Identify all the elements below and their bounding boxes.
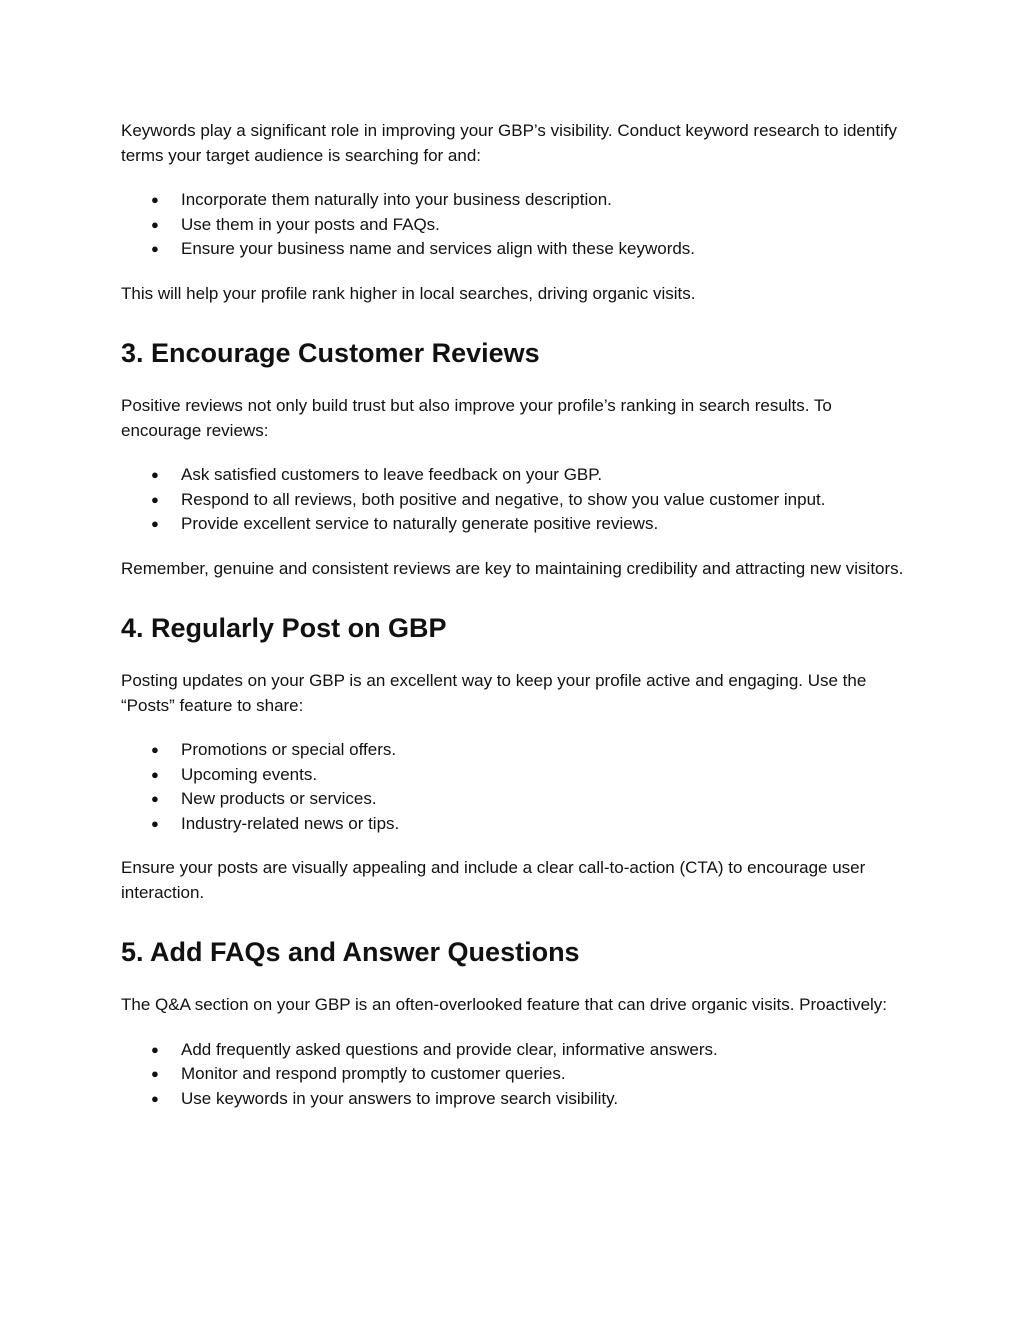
list-item: ● Incorporate them naturally into your business description. (121, 188, 911, 213)
intro-paragraph: Keywords play a significant role in improving your GBP’s visibility. Conduct keyword research to identify terms your target audience is searching for and: (121, 121, 898, 165)
list-item: ● New products or services. (121, 787, 911, 812)
section-heading-posts: 4. Regularly Post on GBP (121, 613, 447, 643)
list-item: ● Industry-related news or tips. (121, 812, 911, 837)
document-content (121, 119, 911, 1111)
list-item: ● Monitor and respond promptly to customer queries. (121, 1062, 911, 1087)
posts-bullet-list (121, 738, 911, 836)
list-item: ● Respond to all reviews, both positive and negative, to show you value customer input. (121, 488, 911, 513)
faqs-bullet-list (121, 1038, 911, 1112)
list-item: ● Upcoming events. (121, 763, 911, 788)
list-item: ● Use them in your posts and FAQs. (121, 213, 911, 238)
list-item: ● Promotions or special offers. (121, 738, 911, 763)
reviews-closing-paragraph: Remember, genuine and consistent reviews are key to maintaining credibility and attracting new visitors. (121, 558, 904, 578)
reviews-paragraph: Positive reviews not only build trust but also improve your profile’s ranking in search results. To encourage reviews: (121, 396, 832, 440)
intro-closing-paragraph: This will help your profile rank higher in local searches, driving organic visits. (121, 283, 696, 303)
list-item: ● Ask satisfied customers to leave feedback on your GBP. (121, 463, 911, 488)
list-item: ● Add frequently asked questions and provide clear, informative answers. (121, 1038, 911, 1063)
posts-paragraph: Posting updates on your GBP is an excellent way to keep your profile active and engaging. Use the “Posts” feature to share: (121, 671, 867, 715)
section-heading-faqs: 5. Add FAQs and Answer Questions (121, 937, 580, 967)
reviews-bullet-list (121, 463, 911, 537)
posts-closing-paragraph: Ensure your posts are visually appealing and include a clear call-to-action (CTA) to encourage user interaction. (121, 858, 866, 902)
list-item: ● Use keywords in your answers to improve search visibility. (121, 1087, 911, 1112)
list-item: ● Provide excellent service to naturally generate positive reviews. (121, 512, 911, 537)
faqs-paragraph: The Q&A section on your GBP is an often-overlooked feature that can drive organic visits. Proactively: (121, 995, 888, 1014)
list-item: ● Ensure your business name and services align with these keywords. (121, 237, 911, 262)
intro-bullet-list (121, 188, 911, 262)
section-heading-reviews: 3. Encourage Customer Reviews (121, 338, 540, 368)
